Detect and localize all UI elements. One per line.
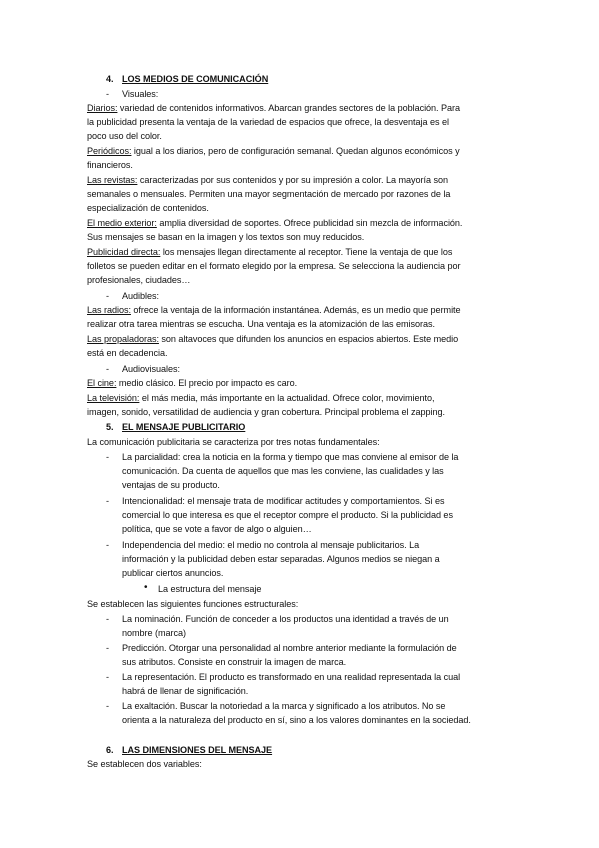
visuales-heading: Visuales:: [122, 89, 159, 99]
television-line-2: imagen, sonido, versatilidad de audiencia y gran cobertura. Principal problema el zapping.: [87, 407, 445, 417]
periodicos-line-1: Periódicos: igual a los diarios, pero de configuración semanal. Quedan algunos económicos y: [87, 146, 460, 156]
section-6-title: LAS DIMENSIONES DEL MENSAJE: [122, 745, 273, 755]
exterior-line-2: Sus mensajes se basan en la imagen y los textos son muy reducidos.: [87, 232, 365, 242]
mensaje-intro: La comunicación publicitaria se caracteriza por tres notas fundamentales:: [87, 437, 380, 447]
dash: -: [106, 701, 110, 711]
funcion-3-line-1: La representación. El producto es transformado en una realidad representada la cual: [122, 672, 461, 682]
audibles-heading: Audibles:: [122, 291, 159, 301]
revistas-line-2: semanales o mensuales. Permiten una mayor segmentación de mercado por razones de la: [87, 189, 451, 199]
diarios-line-2: la publicidad presenta la ventaja de la variedad de espacios que ofrece, la desventaja es el: [87, 117, 449, 127]
note-2-line-1: Intencionalidad: el mensaje trata de modificar actitudes y comportamientos. Si es: [122, 496, 445, 506]
directa-line-1: Publicidad directa: los mensajes llegan directamente al receptor. Tiene la ventaja de que los: [87, 247, 453, 257]
note-3-line-2: información y la publicidad deben estar separadas. Algunos medios se niegan a: [122, 554, 440, 564]
dash: -: [106, 364, 110, 374]
funcion-2-line-2: sus atributos. Consiste en construir la imagen de marca.: [122, 657, 347, 667]
audiovisuales-heading: Audiovisuales:: [122, 364, 180, 374]
revistas-line-3: especialización de contenidos.: [87, 203, 209, 213]
funcion-1-line-2: nombre (marca): [122, 628, 186, 638]
note-2-line-3: política, que se vote a favor de algo o alguien…: [122, 524, 312, 534]
directa-line-2: folletos se pueden editar en el formato elegido por la empresa. Se selecciona la audiencia por: [87, 261, 461, 271]
dash: -: [106, 89, 110, 99]
periodicos-line-2: financieros.: [87, 160, 133, 170]
funcion-1-line-1: La nominación. Función de conceder a los productos una identidad a través de un: [122, 614, 449, 624]
radios-line-1: Las radios: ofrece la ventaja de la información instantánea. Además, es un medio que permite: [87, 305, 461, 315]
section-5-title: EL MENSAJE PUBLICITARIO: [122, 422, 246, 432]
dash: -: [106, 496, 110, 506]
funciones-intro: Se establecen las siguientes funciones estructurales:: [87, 599, 299, 609]
radios-line-2: realizar otra tarea mientras se escucha. Una ventaja es la atomización de las emisoras.: [87, 319, 435, 329]
bullet-icon: •: [144, 582, 148, 593]
section-6-number: 6.: [106, 745, 114, 755]
note-3-line-3: publicar ciertos anuncios.: [122, 568, 224, 578]
propaladoras-line-2: está en decadencia.: [87, 348, 168, 358]
note-3-line-1: Independencia del medio: el medio no controla al mensaje publicitarios. La: [122, 540, 420, 550]
dash: -: [106, 452, 110, 462]
section-4-number: 4.: [106, 74, 114, 84]
exterior-line-1: El medio exterior: amplia diversidad de soportes. Ofrece publicidad sin mezcla de información.: [87, 218, 463, 228]
cine-line-1: El cine: medio clásico. El precio por impacto es caro.: [87, 378, 298, 388]
television-line-1: La televisión: el más media, más importante en la actualidad. Ofrece color, movimiento,: [87, 393, 435, 403]
dash: -: [106, 540, 110, 550]
section-5-number: 5.: [106, 422, 114, 432]
funcion-4-line-1: La exaltación. Buscar la notoriedad a la marca y significado a los atributos. No se: [122, 701, 446, 711]
dash: -: [106, 291, 110, 301]
diarios-line-3: poco uso del color.: [87, 131, 162, 141]
dash: -: [106, 643, 110, 653]
note-1-line-2: comunicación. Da cuenta de aquellos que mas les conviene, las cualidades y las: [122, 466, 444, 476]
revistas-line-1: Las revistas: caracterizadas por sus contenidos y por su impresión a color. La mayoría son: [87, 175, 448, 185]
dimensiones-intro: Se establecen dos variables:: [87, 759, 202, 769]
directa-line-3: profesionales, ciudades…: [87, 275, 191, 285]
dash: -: [106, 672, 110, 682]
estructura-heading: La estructura del mensaje: [158, 584, 262, 594]
note-1-line-3: ventajas de su producto.: [122, 480, 220, 490]
note-2-line-2: comercial lo que interesa es que el receptor compre el producto. Si la publicidad es: [122, 510, 453, 520]
funcion-4-line-2: orienta a la naturaleza del producto en sí, sino a los valores dominantes en la sociedad.: [122, 715, 471, 725]
dash: -: [106, 614, 110, 624]
diarios-line-1: Diarios: variedad de contenidos informativos. Abarcan grandes sectores de la población. Para: [87, 103, 461, 113]
section-4-title: LOS MEDIOS DE COMUNICACIÓN: [122, 74, 269, 84]
propaladoras-line-1: Las propaladoras: son altavoces que difunden los anuncios en espacios abiertos. Este medio: [87, 334, 459, 344]
note-1-line-1: La parcialidad: crea la noticia en la forma y tiempo que mas conviene al emisor de la: [122, 452, 459, 462]
funcion-3-line-2: habrá de llenar de significación.: [122, 686, 249, 696]
funcion-2-line-1: Predicción. Otorgar una personalidad al nombre anterior mediante la formulación de: [122, 643, 457, 653]
